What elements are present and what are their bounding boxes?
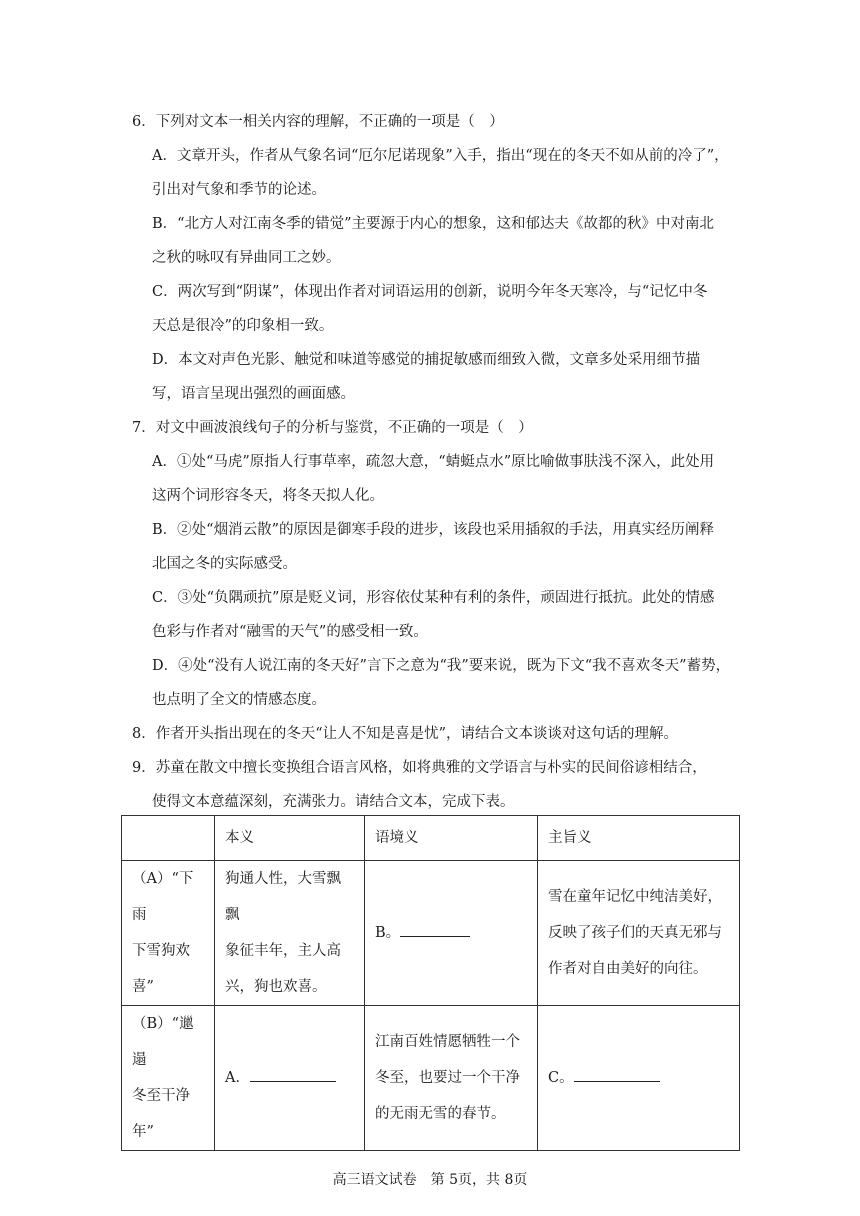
table-header-row: [122, 816, 740, 861]
question-6-option-d-cont: 写，语言呈现出强烈的画面感。: [152, 386, 355, 402]
cell-line: 江南百姓情愿牺牲一个: [375, 1034, 520, 1050]
phrase-cell: [122, 1006, 215, 1151]
question-7-option-c-cont: 色彩与作者对“融雪的天气”的感受相一致。: [152, 624, 428, 640]
table-header-cell: [122, 816, 215, 861]
cell-line: 雪在童年记忆中纯洁美好，: [548, 889, 722, 905]
table-row: [122, 861, 740, 1006]
question-7-option-d: D．④处“没有人说江南的冬天好”言下之意为“我”要来说，既为下文“我不喜欢冬天”蓄势，: [152, 658, 731, 674]
cell-line: 兴，狗也欢喜。: [225, 979, 327, 995]
question-7-option-b: B．②处“烟消云散”的原因是御寒手段的进步，该段也采用插叙的手法，用真实经历阐释: [152, 522, 714, 538]
question-6-option-a-cont: 引出对气象和季节的论述。: [152, 182, 326, 198]
answer-blank-b[interactable]: [400, 922, 470, 937]
question-7-option-a: A．①处“马虎”原指人行事草率，疏忽大意，“蜻蜓点水”原比喻做事肤浅不深入，此处用: [152, 454, 715, 470]
cell-line: 下雪狗欢: [132, 943, 190, 959]
table-header-cell: 主旨义: [538, 816, 740, 861]
question-6-stem: 6．下列对文本一相关内容的理解，不正确的一项是（ ）: [132, 114, 504, 130]
question-7-option-c: C．③处“负隅顽抗”原是贬义词，形容依仗某种有利的条件，顽固进行抵抗。此处的情感: [152, 590, 715, 606]
cell-line: 作者对自由美好的向往。: [548, 961, 708, 977]
cell-line: 反映了孩子们的天真无邪与: [548, 925, 722, 941]
table-header-cell: 本义: [215, 816, 365, 861]
phrase-cell: [122, 861, 215, 1006]
question-8-stem: 8．作者开头指出现在的冬天“让人不知是喜是忧”，请结合文本谈谈对这句话的理解。: [132, 726, 679, 742]
question-6-option-c: C．两次写到“阴谋”，体现出作者对词语运用的创新，说明今年冬天寒冷，与“记忆中冬: [152, 284, 708, 300]
question-7-option-d-cont: 也点明了全文的情感态度。: [152, 692, 326, 708]
page-footer: 高三语文试卷 第 5页，共 8页: [332, 1172, 528, 1188]
cell-line: 狗通人性，大雪飘飘: [225, 871, 341, 923]
question-6-option-b-cont: 之秋的咏叹有异曲同工之妙。: [152, 250, 341, 266]
blank-label-a: A．: [225, 1070, 250, 1086]
question-6-option-c-cont: 天总是很冷”的印象相一致。: [152, 318, 334, 334]
cell-line: （B）“邋遢: [132, 1016, 194, 1068]
question-9-stem-cont: 使得文本意蕴深刻，充满张力。请结合文本，完成下表。: [152, 794, 515, 810]
cell-line: 喜”: [132, 979, 154, 995]
answer-blank-c[interactable]: [574, 1067, 660, 1082]
theme-meaning-cell: [538, 1006, 740, 1151]
question-7-option-b-cont: 北国之冬的实际感受。: [152, 556, 297, 572]
question-7-stem: 7．对文中画波浪线句子的分析与鉴赏，不正确的一项是（ ）: [132, 420, 533, 436]
context-meaning-cell: [365, 1006, 538, 1151]
table-header-cell: 语境义: [365, 816, 538, 861]
cell-line: 冬至干净: [132, 1088, 190, 1104]
cell-line: 年”: [132, 1124, 154, 1140]
blank-label-b: B。: [375, 925, 401, 941]
question-9-stem: 9．苏童在散文中擅长变换组合语言风格，如将典雅的文学语言与朴实的民间俗谚相结合，: [132, 760, 707, 776]
answer-table: [121, 815, 740, 1151]
literal-meaning-cell: [215, 861, 365, 1006]
cell-line: 冬至，也要过一个干净: [375, 1070, 520, 1086]
cell-line: 的无雨无雪的春节。: [375, 1106, 506, 1122]
answer-blank-a[interactable]: [250, 1067, 336, 1082]
literal-meaning-cell: [215, 1006, 365, 1151]
context-meaning-cell: [365, 861, 538, 1006]
blank-label-c: C。: [548, 1070, 574, 1086]
question-6-option-a: A．文章开头，作者从气象名词“厄尔尼诺现象”入手，指出“现在的冬天不如从前的冷了”，: [152, 148, 729, 164]
question-7-option-a-cont: 这两个词形容冬天，将冬天拟人化。: [152, 488, 384, 504]
cell-line: （A）“下雨: [132, 871, 194, 923]
question-6-option-b: B．“北方人对江南冬季的错觉”主要源于内心的想象，这和郁达夫《故都的秋》中对南北: [152, 216, 714, 232]
question-6-option-d: D．本文对声色光影、触觉和味道等感觉的捕捉敏感而细致入微，文章多处采用细节描: [152, 352, 701, 368]
table-row: [122, 1006, 740, 1151]
cell-line: 象征丰年，主人高: [225, 943, 341, 959]
theme-meaning-cell: [538, 861, 740, 1006]
